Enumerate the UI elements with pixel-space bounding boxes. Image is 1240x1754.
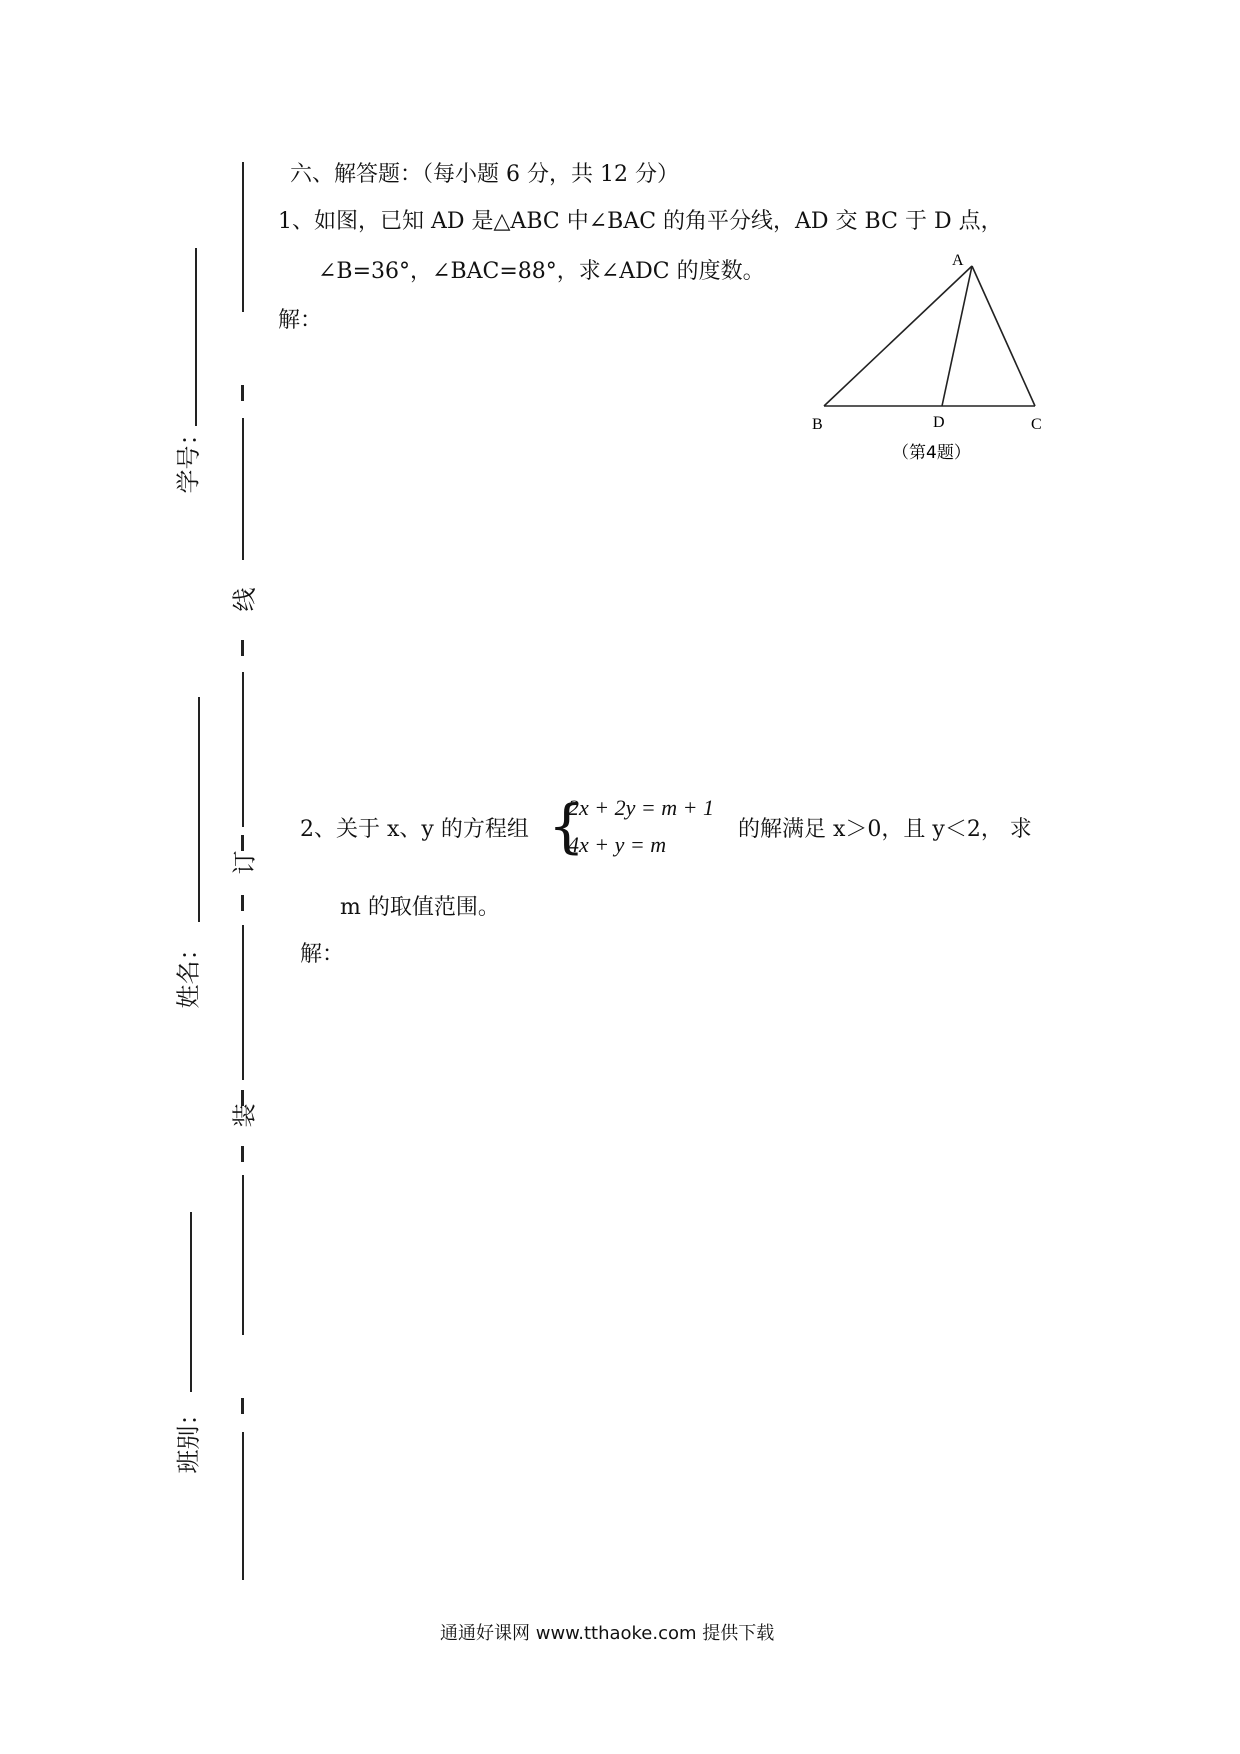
- q1-answer-label: 解：: [278, 308, 323, 333]
- label-d: D: [933, 414, 945, 431]
- class-label: 班别：: [174, 1401, 203, 1474]
- brace-icon: {: [548, 792, 585, 860]
- q2-line2: m 的取值范围。: [340, 895, 500, 920]
- binding-line-segment: [242, 1175, 244, 1335]
- student-id-line[interactable]: [195, 248, 197, 426]
- class-line[interactable]: [190, 1212, 192, 1392]
- q1-line1: 1、如图，已知 AD 是△ABC 中∠BAC 的角平分线，AD 交 BC 于 D 点，: [278, 209, 1003, 234]
- side-ac: [972, 266, 1035, 406]
- triangle-figure: [800, 248, 1080, 478]
- q2-eq2: 4x + y = m: [568, 832, 667, 857]
- side-ab: [824, 266, 972, 406]
- section-title: 六、解答题：（每小题 6 分，共 12 分）: [290, 162, 679, 187]
- footer-text: 通通好课网 www.tthaoke.com 提供下载: [440, 1623, 775, 1644]
- q1-line2: ∠B=36°，∠BAC=88°，求∠ADC 的度数。: [318, 259, 765, 284]
- binding-line-segment: [242, 162, 244, 312]
- student-id-label: 学号：: [174, 421, 203, 494]
- label-a: A: [952, 252, 964, 269]
- binding-mark-xian: 线: [230, 587, 259, 612]
- binding-mark-zhuang: 装: [230, 1103, 259, 1128]
- q2-suffix: 的解满足 x＞0，且 y＜2， 求: [738, 817, 1032, 842]
- binding-line-segment: [242, 1432, 244, 1580]
- binding-line-segment: [242, 418, 244, 560]
- label-b: B: [812, 416, 823, 433]
- binding-line-dash: [241, 1398, 244, 1414]
- binding-line-segment: [242, 925, 244, 1080]
- name-label: 姓名：: [174, 936, 203, 1009]
- name-line[interactable]: [198, 697, 200, 922]
- binding-line-dash: [241, 1146, 244, 1162]
- q2-answer-label: 解：: [300, 942, 345, 967]
- binding-line-dash: [241, 895, 244, 911]
- q2-prefix: 2、关于 x、y 的方程组: [300, 817, 529, 842]
- binding-line-dash: [241, 640, 244, 656]
- label-c: C: [1031, 416, 1042, 433]
- binding-line-segment: [242, 672, 244, 827]
- binding-line-dash: [241, 385, 244, 401]
- segment-ad: [942, 266, 972, 406]
- binding-mark-ding: 订: [230, 850, 259, 875]
- q2-eq1: 2x + 2y = m + 1: [568, 795, 714, 820]
- figure-caption: （第4题）: [892, 443, 971, 463]
